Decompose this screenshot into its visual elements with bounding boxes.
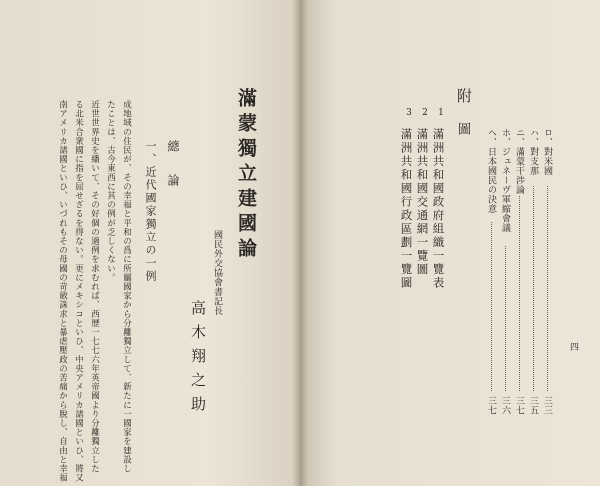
toc-page: 三三 <box>542 396 552 415</box>
book-gutter <box>292 0 308 486</box>
toc-label: ロ、對米國 <box>542 128 552 176</box>
figure-title: 滿洲共和國政府組織一覽表 <box>431 128 446 290</box>
toc-label: ハ、對支那 <box>528 128 538 176</box>
paragraph-line: たことは、古今東西に其の例が乏しくない。 <box>105 100 116 282</box>
figure-number: 1 <box>436 108 446 119</box>
toc-label: ホ、ジュネーヴ軍縮會議 <box>500 128 510 233</box>
toc-leader <box>505 246 507 391</box>
paragraph-line: る北米合衆國に指を屈せざるを得ない。更にメキシコといひ、中央アメリカ諸國といひ、將又 <box>73 100 84 483</box>
toc-page: 三七 <box>486 396 496 415</box>
toc-page: 三七 <box>514 396 524 415</box>
author-affiliation: 國民外交協會書記長 <box>212 230 222 316</box>
toc-page: 三五 <box>528 396 538 415</box>
figure-title: 滿洲共和國行政區劃一覽圖 <box>399 128 414 290</box>
paragraph-line: 南アメリカ諸國といひ、いづれもその母國の苛斂誅求と暴虐壓政の苦痛から脫し、自由と幸福 <box>57 100 68 483</box>
appendix-heading: 附 <box>455 88 473 103</box>
figure-title: 滿洲共和國交通網一覽圖 <box>415 128 430 277</box>
toc-page: 三六 <box>500 396 510 415</box>
author-name: 高木翔之助 <box>189 300 207 420</box>
toc-label: ヘ、日本國民の決意 <box>486 128 496 214</box>
toc-leader <box>533 186 535 391</box>
section-general-heading: 總論 <box>166 140 180 208</box>
figure-number: 2 <box>420 108 430 119</box>
paragraph-line: 近世世界史を繙いて、その好個の適例を求むれば、西歷一七七六年英帝國より分離獨立した <box>89 100 100 474</box>
section-one-heading: 一、近代國家獨立の一例 <box>144 140 157 283</box>
toc-leader <box>547 186 549 391</box>
appendix-heading-2: 圖 <box>455 122 470 135</box>
toc-leader <box>519 196 521 391</box>
page-number: 四 <box>568 342 578 352</box>
toc-leader <box>491 222 493 391</box>
right-page <box>300 0 600 486</box>
figure-number: 3 <box>404 108 414 119</box>
paragraph-line: 成地域の住民が、その幸福と平和の爲に所屬國家から分離獨立して、新たに一國家を建設し <box>121 100 132 474</box>
book-title: 滿蒙獨立建國論 <box>235 88 257 263</box>
toc-label: ニ、滿蒙干渉論 <box>514 128 524 195</box>
